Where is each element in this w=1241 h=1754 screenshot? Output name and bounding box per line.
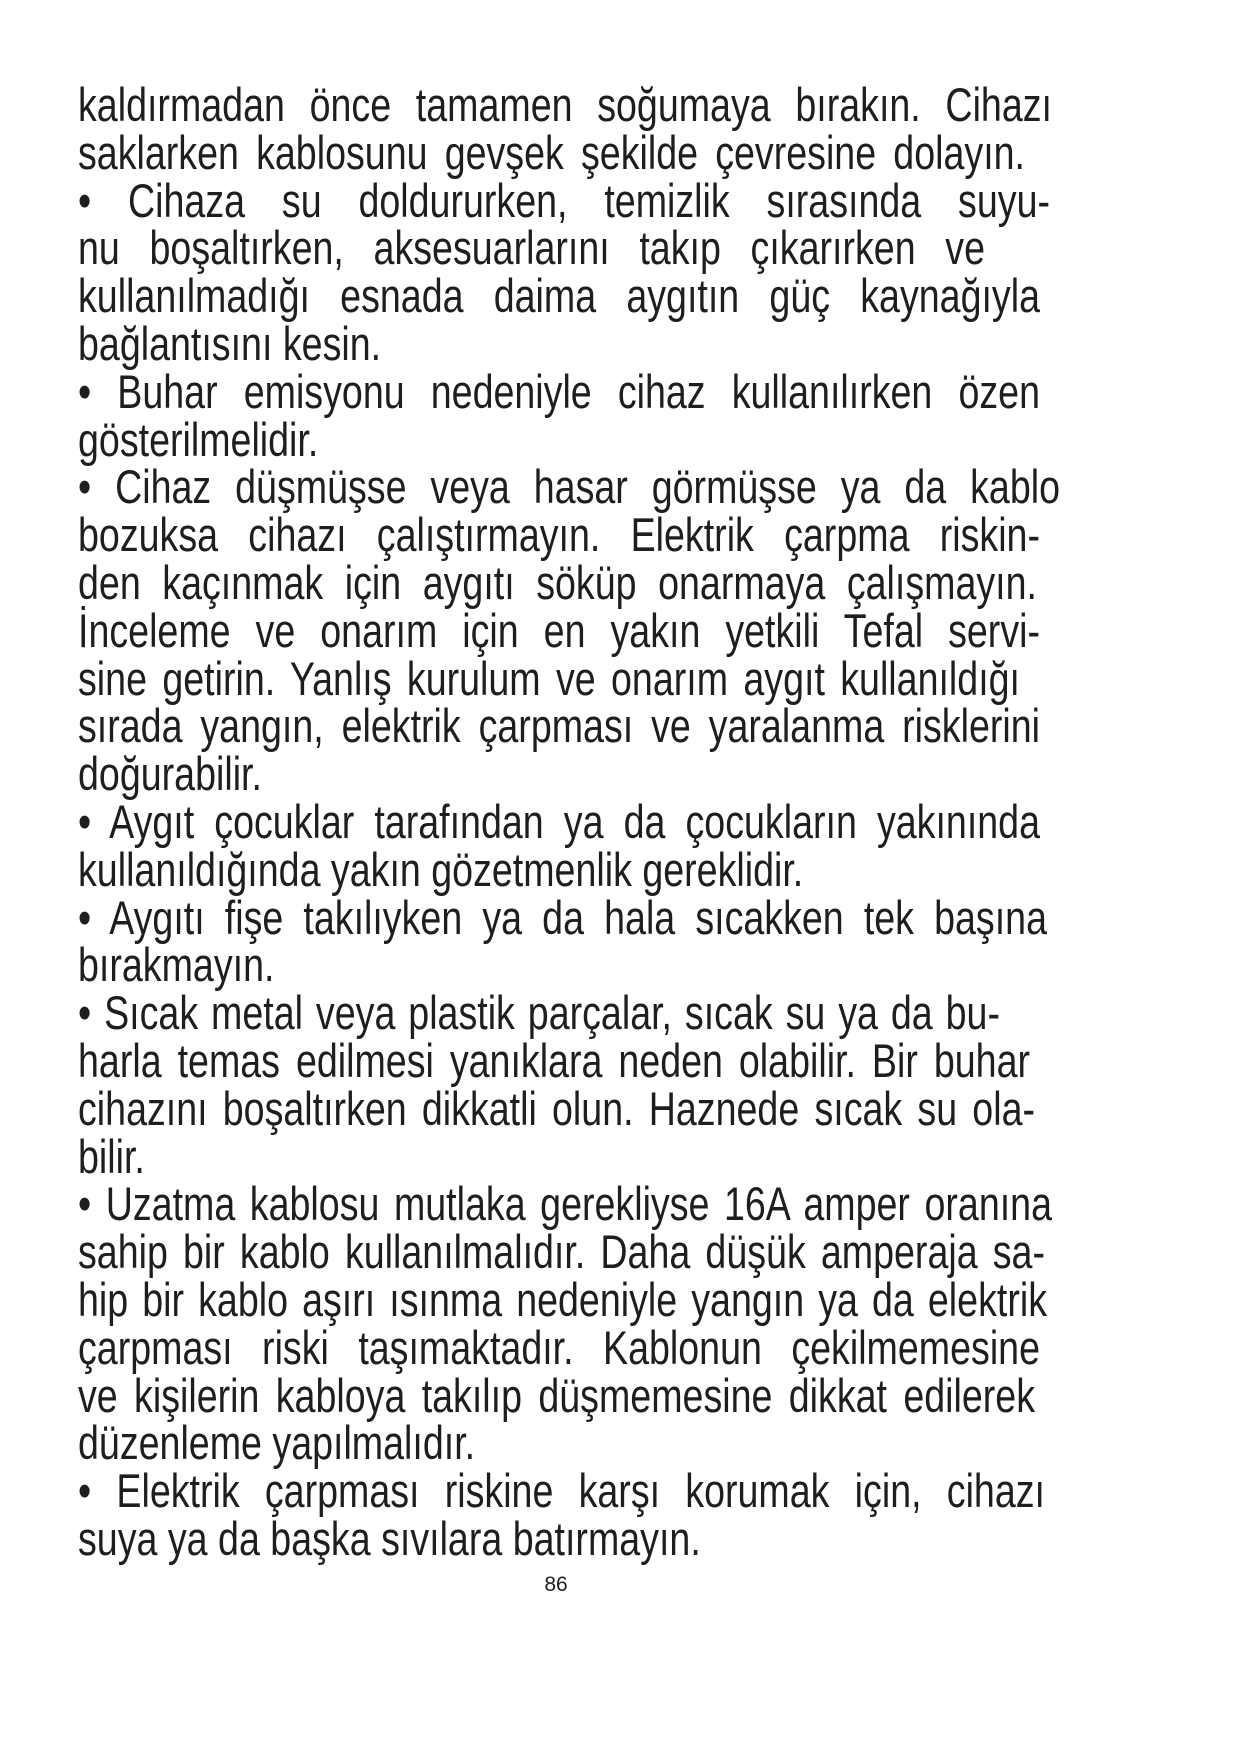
- text-line: • Uzatma kablosu mutlaka gerekliyse 16A amper oranına: [78, 1177, 1052, 1231]
- bullet-paragraph: [78, 173, 1060, 370]
- text-line: den kaçınmak için aygıtı söküp onarmaya çalışmayın.: [78, 555, 1037, 609]
- text-line: gösterilmelidir.: [78, 412, 319, 466]
- bullet-paragraph: [78, 1177, 1060, 1470]
- text-line: • Aygıt çocuklar tarafından ya da çocukların yakınında: [78, 794, 1040, 848]
- page-number: 86: [544, 1573, 568, 1596]
- text-line: saklarken kablosunu gevşek şekilde çevresine dolayın.: [78, 125, 1025, 179]
- bullet-paragraph: [78, 986, 1060, 1183]
- text-line: sahip bir kablo kullanılmalıdır. Daha düşük amperaja sa-: [78, 1225, 1045, 1279]
- text-line: ve kişilerin kabloya takılıp düşmemesine dikkat edilerek: [78, 1368, 1035, 1422]
- text-line: suya ya da başka sıvılara batırmayın.: [78, 1511, 701, 1565]
- bullet-paragraph: [78, 890, 1060, 992]
- text-line: sırada yangın, elektrik çarpması ve yaralanma risklerini: [78, 699, 1040, 753]
- text-line: bırakmayın.: [78, 938, 275, 992]
- text-line: cihazını boşaltırken dikkatli olun. Haznede sıcak su ola-: [78, 1081, 1035, 1135]
- text-line: bağlantısını kesin.: [78, 316, 382, 370]
- text-line: düzenleme yapılmalıdır.: [78, 1416, 476, 1470]
- bullet-paragraph: [78, 794, 1060, 896]
- text-line: hip bir kablo aşırı ısınma nedeniyle yangın ya da elektrik: [78, 1272, 1047, 1326]
- text-line: • Cihaz düşmüşse veya hasar görmüşse ya da kablo: [78, 460, 1060, 514]
- text-line: bilir.: [78, 1129, 145, 1183]
- bullet-paragraph: [78, 1464, 1060, 1565]
- text-line: • Aygıtı fişe takılıyken ya da hala sıcakken tek başına: [78, 890, 1047, 944]
- text-line: nu boşaltırken, aksesuarlarını takıp çıkarırken ve: [78, 221, 985, 275]
- text-line: • Elektrik çarpması riskine karşı korumak için, cihazı: [78, 1464, 1045, 1518]
- text-line: kullanıldığında yakın gözetmenlik gereklidir.: [78, 842, 804, 896]
- text-line: sine getirin. Yanlış kurulum ve onarım aygıt kullanıldığı: [78, 651, 1020, 705]
- text-line: İnceleme ve onarım için en yakın yetkili Tefal servi-: [78, 603, 1040, 657]
- text-line: • Cihaza su doldururken, temizlik sırasında suyu-: [78, 173, 1050, 227]
- bullet-paragraph: [78, 364, 1060, 466]
- paragraph-continued: [78, 78, 1060, 179]
- text-line: doğurabilir.: [78, 747, 262, 801]
- text-line: bozuksa cihazı çalıştırmayın. Elektrik çarpma riskin-: [78, 508, 1040, 562]
- body-text: [78, 78, 1060, 1565]
- text-line: kaldırmadan önce tamamen soğumaya bırakın. Cihazı: [78, 78, 1052, 131]
- text-line: • Buhar emisyonu nedeniyle cihaz kullanılırken özen: [78, 364, 1040, 418]
- text-line: harla temas edilmesi yanıklara neden olabilir. Bir buhar: [78, 1033, 1030, 1087]
- text-line: çarpması riski taşımaktadır. Kablonun çekilmemesine: [78, 1320, 1040, 1374]
- bullet-paragraph: [78, 460, 1060, 801]
- text-line: • Sıcak metal veya plastik parçalar, sıcak su ya da bu-: [78, 986, 1000, 1040]
- text-line: kullanılmadığı esnada daima aygıtın güç kaynağıyla: [78, 269, 1040, 323]
